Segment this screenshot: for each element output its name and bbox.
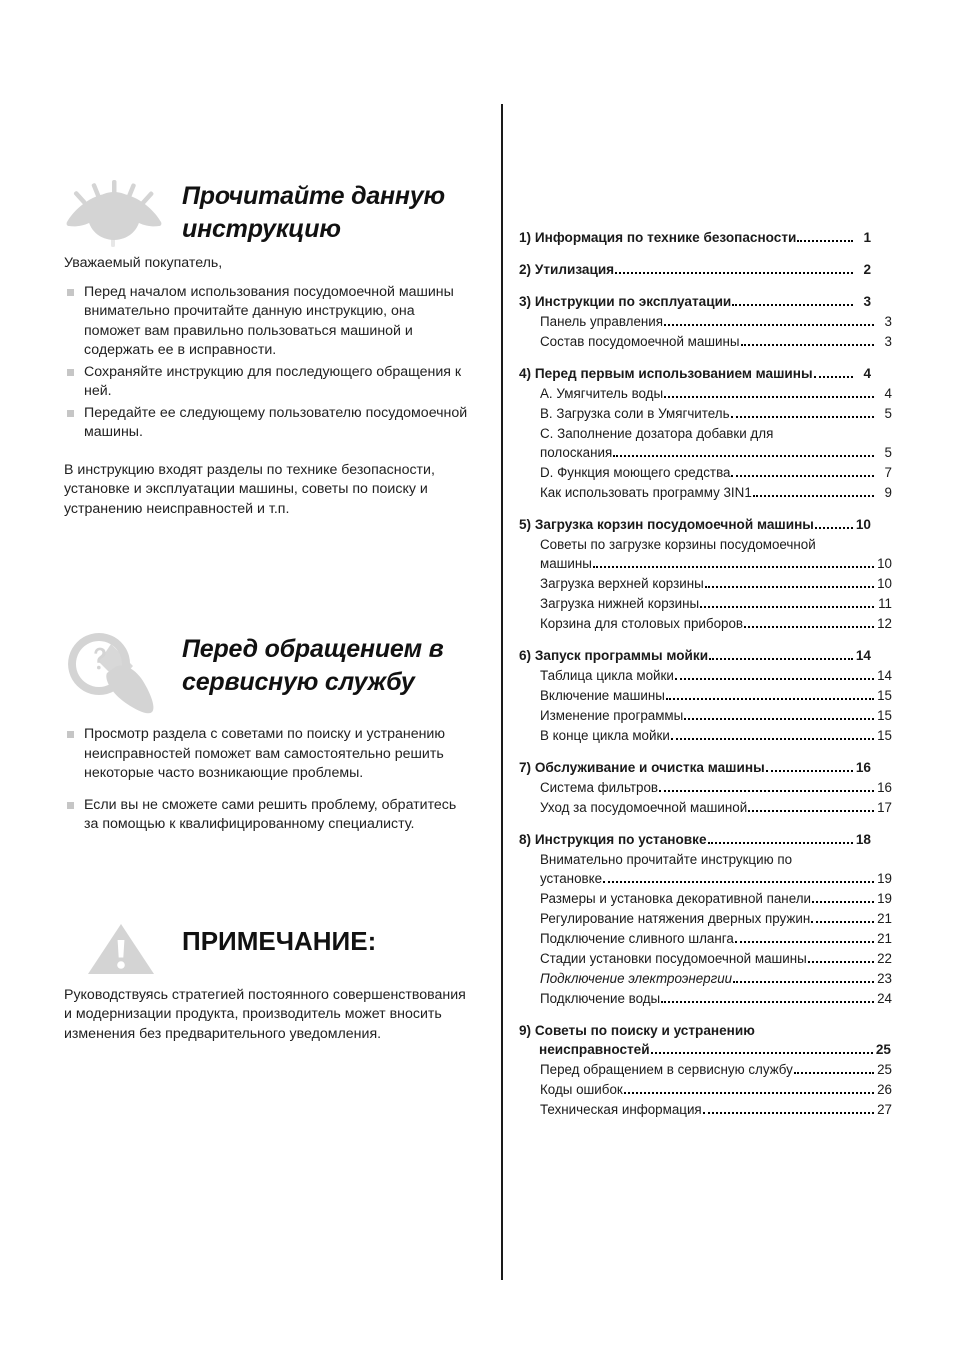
toc-entry-label: Подключение воды	[540, 991, 661, 1006]
toc-dot-leader	[815, 527, 853, 529]
toc-entry-label-line1: Внимательно прочитайте инструкцию по	[540, 852, 793, 867]
toc-group	[519, 646, 892, 745]
toc-dot-leader	[664, 396, 874, 398]
toc-entry-label: Таблица цикла мойки	[540, 668, 674, 683]
toc-entry-label: Регулирование натяжения дверных пружин	[540, 911, 811, 926]
toc-page-number: 15	[877, 728, 892, 743]
toc-entry-label: неисправностей	[539, 1042, 650, 1057]
toc-entry-primary[interactable]	[519, 364, 871, 383]
toc-page-number: 16	[855, 760, 871, 775]
toc-page-number: 7	[884, 465, 892, 480]
eye-icon	[64, 180, 168, 248]
left-column	[64, 180, 474, 1044]
warning-triangle-icon	[86, 922, 156, 976]
toc-dot-leader	[753, 495, 874, 497]
toc-page-number: 3	[884, 314, 892, 329]
toc-entry-secondary[interactable]	[519, 778, 892, 797]
toc-dot-leader	[675, 678, 874, 680]
spacer	[64, 445, 474, 461]
toc-dot-leader	[708, 842, 854, 844]
toc-entry-label: B. Загрузка соли в Умягчитель	[540, 406, 730, 421]
toc-entry-secondary[interactable]	[519, 726, 892, 745]
toc-dot-leader	[731, 416, 874, 418]
toc-entry-label: Коды ошибок	[540, 1082, 623, 1097]
toc-entry-secondary[interactable]	[519, 332, 892, 351]
toc-dot-leader	[651, 1052, 873, 1054]
toc-page-number: 25	[877, 1062, 892, 1077]
toc-dot-leader	[603, 881, 874, 883]
toc-dot-leader	[794, 1072, 874, 1074]
toc-page-number: 2	[863, 262, 871, 277]
toc-group	[519, 364, 892, 502]
toc-entry-primary[interactable]	[519, 515, 871, 534]
toc-entry-label-line1: 9) Советы по поиску и устранению	[519, 1023, 755, 1038]
list-item: Сохраняйте инструкцию для последующего обращения к ней.	[64, 363, 474, 402]
toc-dot-leader	[624, 1092, 874, 1094]
toc-entry-line2	[540, 443, 892, 462]
toc-entry-label: 8) Инструкция по установке	[519, 832, 707, 847]
toc-entry-label: 6) Запуск программы мойки	[519, 648, 709, 663]
toc-entry-label: 4) Перед первым использованием машины	[519, 366, 813, 381]
toc-page-number: 14	[877, 668, 892, 683]
toc-dot-leader	[613, 455, 874, 457]
toc-page-number: 12	[877, 616, 892, 631]
toc-dot-leader	[733, 981, 874, 983]
toc-dot-leader	[705, 586, 874, 588]
toc-entry-secondary[interactable]	[519, 574, 892, 593]
toc-entry-secondary[interactable]	[519, 889, 892, 908]
toc-entry-label: Как использовать программу 3IN1	[540, 485, 752, 500]
toc-dot-leader	[735, 941, 874, 943]
toc-entry-line2	[540, 869, 892, 888]
toc-entry-primary[interactable]	[519, 292, 871, 311]
toc-dot-leader	[664, 324, 874, 326]
read-instruction-bullets	[64, 283, 474, 443]
before-service-bullets	[64, 725, 474, 835]
toc-page-number: 21	[877, 931, 892, 946]
toc-entry-label: Подключение электроэнергии	[540, 971, 733, 986]
toc-dot-leader	[659, 790, 874, 792]
toc-page-number: 3	[884, 334, 892, 349]
read-instruction-paragraph: В инструкцию входят разделы по технике безопасности, установке и эксплуатации машины, советы по поиску и устранению неисправностей и т.п.	[64, 461, 435, 517]
toc-entry-secondary[interactable]	[519, 929, 892, 948]
toc-entry-secondary[interactable]	[519, 535, 892, 573]
toc-entry-primary[interactable]	[519, 830, 871, 849]
toc-group	[519, 830, 892, 1008]
toc-entry-label: Подключение сливного шланга	[540, 931, 734, 946]
toc-entry-secondary[interactable]	[519, 686, 892, 705]
toc-entry-line2	[540, 554, 892, 573]
before-service-title: Перед обращением в сервисную службу	[182, 635, 444, 696]
toc-entry-secondary[interactable]	[519, 424, 892, 462]
toc-entry-label: D. Функция моющего средства	[540, 465, 731, 480]
toc-entry-primary[interactable]	[519, 228, 871, 247]
toc-page-number: 1	[863, 230, 871, 245]
toc-entry-secondary[interactable]	[519, 666, 892, 685]
toc-dot-leader	[661, 1001, 874, 1003]
toc-entry-label: машины	[540, 556, 592, 571]
toc-entry-secondary[interactable]	[519, 798, 892, 817]
toc-entry-label: В конце цикла мойки	[540, 728, 670, 743]
toc-dot-leader	[593, 566, 874, 568]
toc-dot-leader	[814, 376, 853, 378]
toc-page-number: 19	[877, 871, 892, 886]
toc-entry-label: Перед обращением в сервисную службу	[540, 1062, 793, 1077]
toc-dot-leader	[748, 810, 874, 812]
toc-group	[519, 228, 871, 247]
toc-entry-label: Загрузка нижней корзины	[540, 596, 700, 611]
list-item: Перед началом использования посудомоечной машины внимательно прочитайте данную инструкцию, она поможет вам правильно пользоваться машиной и содержать ее в исправности.	[64, 283, 474, 361]
toc-dot-leader	[744, 626, 874, 628]
toc-entry-label: полоскания	[540, 445, 613, 460]
toc-page-number: 16	[877, 780, 892, 795]
toc-dot-leader	[684, 718, 874, 720]
toc-group	[519, 1021, 892, 1119]
toc-entry-secondary[interactable]	[519, 850, 892, 888]
toc-entry-label: Включение машины	[540, 688, 665, 703]
toc-page-number: 25	[875, 1042, 891, 1057]
toc-group	[519, 260, 871, 279]
read-instruction-title: Прочитайте данную инструкцию	[182, 182, 445, 243]
section-note	[64, 920, 474, 1045]
toc-entry-label-line1: Советы по загрузке корзины посудомоечной	[540, 537, 816, 552]
toc-dot-leader	[811, 921, 874, 923]
list-item: Просмотр раздела с советами по поиску и устранению неисправностей поможет вам самостоятельно решить некоторые часто возникающие проблемы.	[64, 725, 474, 784]
toc-entry-line2	[519, 1040, 891, 1059]
toc-entry-label: 1) Информация по технике безопасности	[519, 230, 797, 245]
toc-dot-leader	[766, 770, 853, 772]
toc-entry-secondary[interactable]	[519, 949, 892, 968]
toc-entry-label: 5) Загрузка корзин посудомоечной машины	[519, 517, 814, 532]
toc-page-number: 10	[855, 517, 871, 532]
toc-page-number: 24	[877, 991, 892, 1006]
toc-entry-label: Размеры и установка декоративной панели	[540, 891, 811, 906]
toc-dot-leader	[703, 1112, 874, 1114]
toc-entry-label: Загрузка верхней корзины	[540, 576, 704, 591]
toc-entry-secondary[interactable]	[519, 1080, 892, 1099]
note-header	[64, 920, 474, 976]
toc-page-number: 19	[877, 891, 892, 906]
toc-page-number: 15	[877, 688, 892, 703]
toc-dot-leader	[666, 698, 874, 700]
toc-page-number: 17	[877, 800, 892, 815]
toc-entry-label: Уход за посудомоечной машиной	[540, 800, 748, 815]
note-paragraph: Руководствуясь стратегией постоянного совершенствования и модернизации продукта, производитель может вносить изменения без предварительного уведомления.	[64, 986, 466, 1042]
toc-entry-secondary[interactable]	[519, 1060, 892, 1079]
toc-page-number: 23	[877, 971, 892, 986]
toc-entry-primary[interactable]	[519, 646, 871, 665]
toc-page-number: 26	[877, 1082, 892, 1097]
list-item: Если вы не сможете сами решить проблему, обратитесь за помощью к квалифицированному специалисту.	[64, 796, 474, 835]
toc-entry-label: Панель управления	[540, 314, 664, 329]
toc-entry-label: 3) Инструкции по эксплуатации	[519, 294, 732, 309]
toc-entry-secondary[interactable]	[519, 969, 892, 988]
toc-group	[519, 758, 892, 817]
toc-entry-secondary[interactable]	[519, 384, 892, 403]
toc-page-number: 10	[877, 576, 892, 591]
toc-entry-secondary[interactable]	[519, 614, 892, 633]
toc-entry-label: установке	[540, 871, 603, 886]
toc-page-number: 10	[877, 556, 892, 571]
toc-page-number: 18	[855, 832, 871, 847]
toc-entry-secondary[interactable]	[519, 706, 892, 725]
toc-dot-leader	[709, 658, 853, 660]
magnifier-question-icon	[64, 629, 168, 729]
toc-page-number: 3	[863, 294, 871, 309]
before-service-header	[64, 633, 474, 725]
toc-dot-leader	[797, 240, 853, 242]
toc-entry-secondary[interactable]	[519, 463, 892, 482]
toc-dot-leader	[812, 901, 874, 903]
toc-entry-secondary[interactable]	[519, 909, 892, 928]
toc-dot-leader	[808, 961, 874, 963]
toc-entry-primary[interactable]	[519, 1021, 891, 1059]
toc-dot-leader	[741, 344, 874, 346]
toc-entry-secondary[interactable]	[519, 404, 892, 423]
toc-dot-leader	[732, 304, 853, 306]
toc-page-number: 15	[877, 708, 892, 723]
toc-entry-label-line1: C. Заполнение дозатора добавки для	[540, 426, 774, 441]
section-read-instruction	[64, 180, 474, 519]
toc-entry-label: Система фильтров	[540, 780, 659, 795]
toc-page-number: 5	[884, 406, 892, 421]
column-divider	[501, 104, 503, 1280]
toc-page-number: 21	[877, 911, 892, 926]
toc-entry-label: Состав посудомоечной машины	[540, 334, 740, 349]
list-item: Передайте ее следующему пользователю посудомоечной машины.	[64, 404, 474, 443]
toc-dot-leader	[671, 738, 874, 740]
toc-entry-secondary[interactable]	[519, 312, 892, 331]
toc-entry-label: Стадии установки посудомоечной машины	[540, 951, 807, 966]
toc-entry-secondary[interactable]	[519, 483, 892, 502]
section-before-service	[64, 633, 474, 835]
note-title: ПРИМЕЧАНИЕ:	[182, 925, 377, 956]
toc-group	[519, 515, 892, 633]
toc-dot-leader	[615, 272, 853, 274]
toc-entry-label: A. Умягчитель воды	[540, 386, 664, 401]
read-instruction-lead: Уважаемый покупатель,	[64, 255, 223, 271]
toc-entry-secondary[interactable]	[519, 1100, 892, 1119]
toc-dot-leader	[700, 606, 874, 608]
toc-entry-label: Корзина для столовых приборов	[540, 616, 744, 631]
toc-entry-secondary[interactable]	[519, 989, 892, 1008]
toc-page-number: 11	[878, 596, 892, 611]
toc-page-number: 9	[884, 485, 892, 500]
toc-dot-leader	[731, 475, 874, 477]
toc-page-number: 22	[877, 951, 892, 966]
toc-page-number: 5	[884, 445, 892, 460]
toc-entry-label: 2) Утилизация	[519, 262, 615, 277]
toc-entry-primary[interactable]	[519, 260, 871, 279]
toc-page-number: 27	[877, 1102, 892, 1117]
toc-entry-label: Изменение программы	[540, 708, 684, 723]
toc-entry-label: Техническая информация	[540, 1102, 702, 1117]
table-of-contents	[519, 228, 892, 1132]
toc-entry-secondary[interactable]	[519, 594, 892, 613]
toc-page-number: 14	[855, 648, 871, 663]
toc-entry-label: 7) Обслуживание и очистка машины	[519, 760, 765, 775]
toc-group	[519, 292, 892, 351]
toc-page-number: 4	[884, 386, 892, 401]
read-instruction-header	[64, 180, 474, 254]
toc-entry-primary[interactable]	[519, 758, 871, 777]
toc-page-number: 4	[863, 366, 871, 381]
